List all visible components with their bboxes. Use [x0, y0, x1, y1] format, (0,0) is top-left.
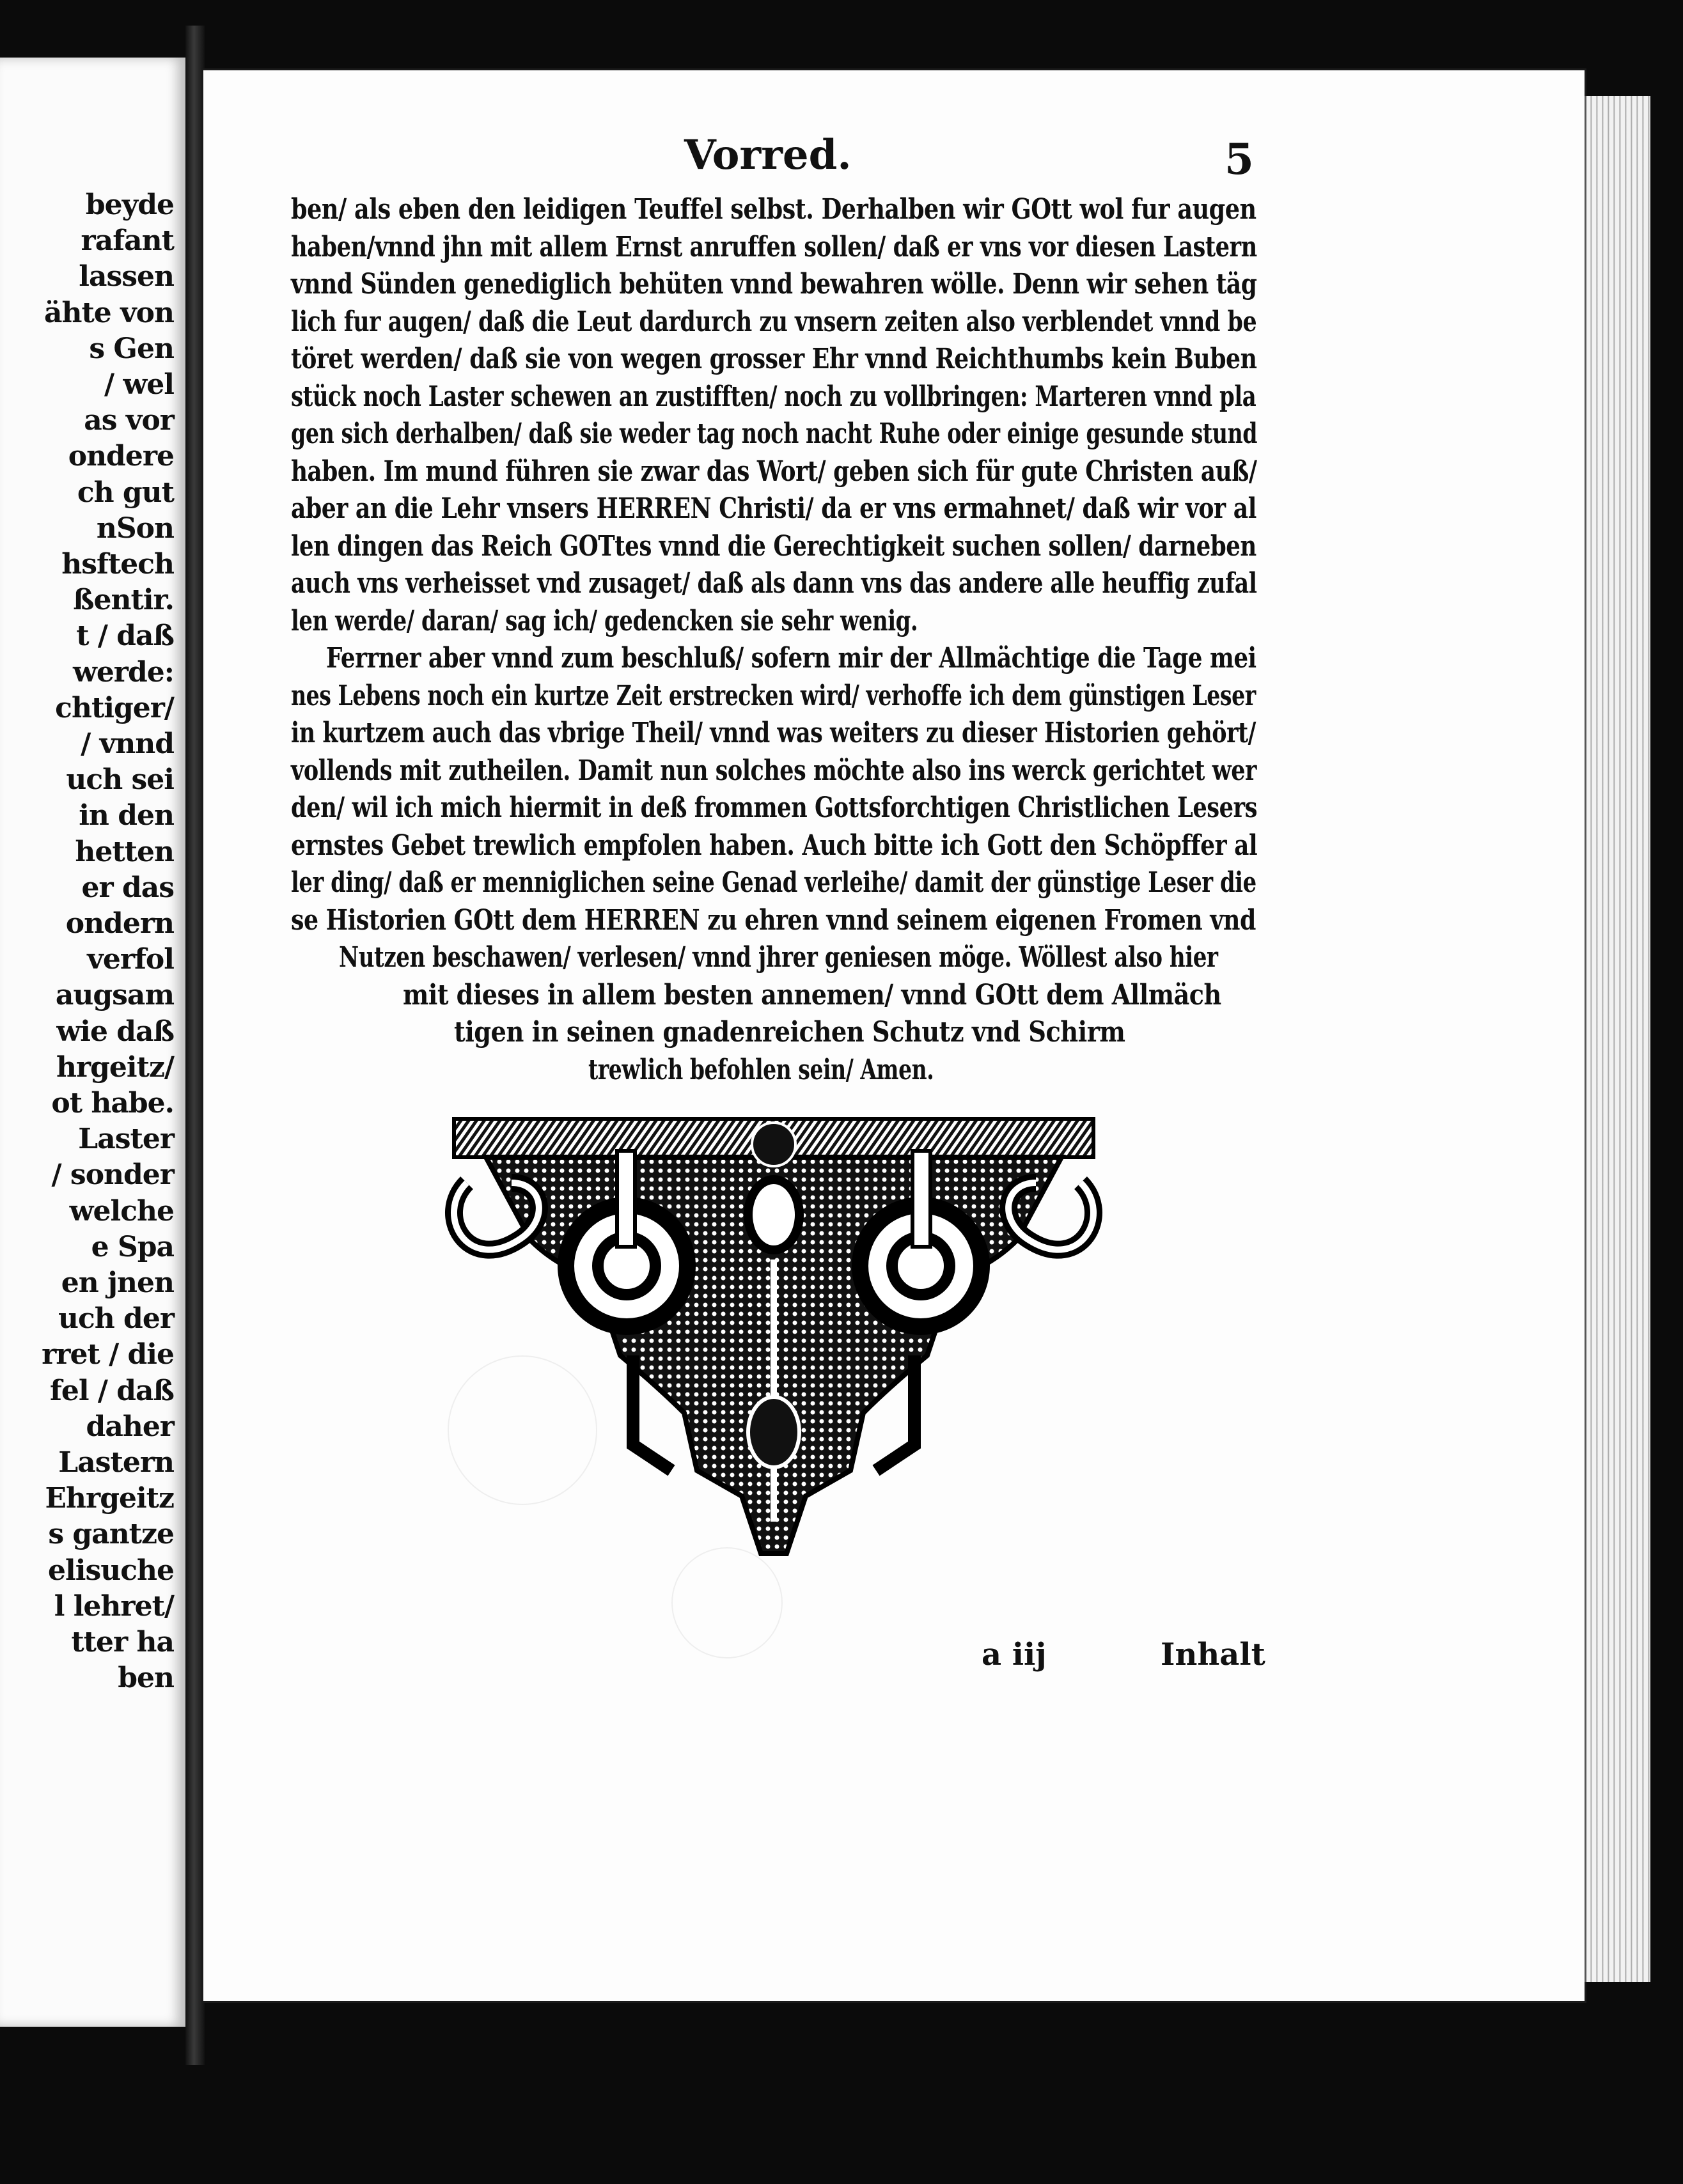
body-line: len dingen das Reich GOTtes vnnd die Gerechtigkeit suchen sollen/ darneben [291, 529, 1256, 563]
left-page-line: ondern [65, 907, 174, 940]
body-line: se Historien GOtt dem HERREN zu ehren vnnd seinem eigenen Fromen vnd [291, 903, 1256, 937]
left-page-line: as vor [84, 404, 174, 437]
left-page-line: uch sei [66, 763, 174, 797]
left-page-line: s Gen [89, 332, 174, 365]
body-line: len werde/ daran/ sag ich/ gedencken sie sehr wenig. [291, 604, 918, 637]
left-page-line: werde: [72, 655, 174, 689]
body-line: vnnd Sünden genediglich behüten vnnd bewahren wölle. Denn wir sehen täg [291, 268, 1257, 300]
page-edges [1585, 96, 1650, 1982]
left-page-line: en jnen [61, 1267, 174, 1299]
running-header: Vorred. [684, 131, 852, 179]
left-page-line: augsam [55, 979, 174, 1012]
left-page-line: s gantze [48, 1518, 174, 1551]
left-page-line: ßentir. [73, 584, 174, 617]
body-line: ernstes Gebet trewlich empfolen haben. Auch bitte ich Gott den Schöpffer al [291, 829, 1258, 862]
left-page-line: elisuche [48, 1554, 174, 1587]
left-page-line: ondere [68, 440, 174, 473]
left-page-line: tter ha [71, 1626, 174, 1658]
body-line: lich fur augen/ daß die Leut dardurch zu vnsern zeiten also verblendet vnnd be [291, 305, 1257, 338]
body-line: mit dieses in allem besten annemen/ vnnd GOtt dem Allmäch [403, 978, 1221, 1011]
left-page-line: Ehrgeitz [45, 1482, 174, 1515]
left-page-line: hrgeitz/ [56, 1050, 174, 1084]
body-line: Nutzen beschawen/ verlesen/ vnnd jhrer geniesen möge. Wöllest also hier [339, 941, 1218, 974]
ornamental-vignette-icon [441, 1112, 1106, 1573]
left-page-line: welche [69, 1194, 174, 1228]
catchword: Inhalt [1161, 1637, 1265, 1673]
body-line: töret werden/ daß sie von wegen grosser Ehr vnnd Reichthumbs kein Buben [291, 343, 1257, 375]
left-page-line: e Spa [91, 1230, 174, 1263]
body-line: nes Lebens noch ein kurtze Zeit erstrecken wird/ verhoffe ich dem günstigen Leser [291, 679, 1256, 712]
left-page [0, 58, 189, 2027]
left-page-line: fel / daß [49, 1374, 174, 1407]
left-page-line: Lastern [58, 1446, 174, 1479]
left-page-line: / sonder [51, 1158, 174, 1192]
left-page-line: uch der [58, 1302, 174, 1336]
left-page-line: hetten [75, 835, 174, 868]
left-page-line: er das [81, 871, 174, 904]
left-page-line: ähte von [43, 296, 174, 329]
body-line: stück noch Laster schewen an zustifften/ noch zu vollbringen: Marteren vnnd pla [291, 380, 1256, 413]
left-page-line: beyde [85, 189, 174, 221]
left-page-line: chtiger/ [55, 691, 174, 724]
left-page-line: / wel [104, 368, 174, 401]
body-line: ben/ als eben den leidigen Teuffel selbst. Derhalben wir GOtt wol fur augen [291, 193, 1256, 226]
body-line: den/ wil ich mich hiermit in deß frommen Gottsforchtigen Christlichen Lesers [291, 792, 1258, 824]
left-page-line: rret / die [42, 1338, 174, 1371]
page-number: 5 [1225, 134, 1254, 184]
left-page-line: daher [86, 1410, 174, 1443]
body-line: aber an die Lehr vnsers HERREN Christi/ da er vns ermahnet/ daß wir vor al [291, 492, 1256, 525]
left-page-line: ben [118, 1662, 174, 1695]
body-line: haben/vnnd jhn mit allem Ernst anruffen sollen/ daß er vns vor diesen Lastern [291, 230, 1257, 263]
left-page-line: wie daß [56, 1015, 174, 1048]
body-line: ler ding/ daß er menniglichen seine Genad verleihe/ damit der günstige Leser die [291, 866, 1256, 899]
body-line: auch vns verheisset vnd zusaget/ daß als dann vns das andere alle heuffig zufal [291, 567, 1257, 600]
body-line: Ferrner aber vnnd zum beschluß/ sofern mir der Allmächtige die Tage mei [326, 642, 1256, 675]
signature-mark: a iij [982, 1637, 1047, 1673]
body-line: gen sich derhalben/ daß sie weder tag noch nacht Ruhe oder einige gesunde stund [291, 417, 1258, 450]
left-page-line: t / daß [76, 620, 174, 653]
body-line: vollends mit zutheilen. Damit nun solches möchte also ins werck gerichtet wer [291, 754, 1256, 787]
left-page-line: hsftech [61, 548, 174, 581]
left-page-line: rafant [81, 224, 174, 258]
left-page-line: l lehret/ [54, 1589, 174, 1623]
left-page-line: verfol [87, 943, 174, 976]
left-page-line: nSon [96, 511, 174, 545]
left-page-line: ch gut [77, 476, 174, 509]
left-page-line: Laster [78, 1123, 174, 1156]
left-page-line: in den [79, 799, 174, 832]
left-page-line: ot habe. [51, 1087, 174, 1119]
left-page-line: lassen [79, 260, 174, 293]
body-line: in kurtzem auch das vbrige Theil/ vnnd was weiters zu dieser Historien gehört/ [291, 717, 1256, 749]
body-line: trewlich befohlen sein/ Amen. [588, 1053, 934, 1086]
body-line: tigen in seinen gnadenreichen Schutz vnd Schirm [454, 1016, 1125, 1049]
left-page-line: / vnnd [81, 728, 174, 760]
body-line: haben. Im mund führen sie zwar das Wort/ geben sich für gute Christen auß/ [291, 455, 1257, 488]
book-gutter [185, 26, 205, 2065]
